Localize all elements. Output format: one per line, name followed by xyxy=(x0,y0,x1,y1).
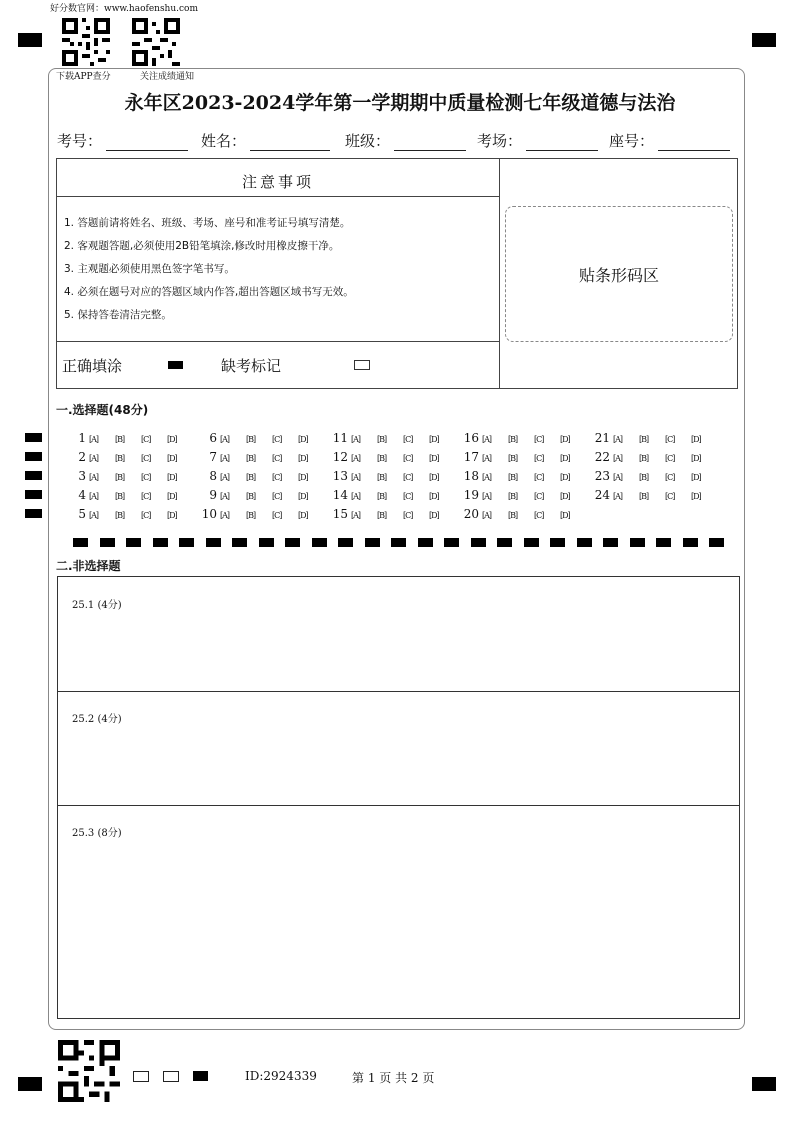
qr-caption-app: 下载APP查分 xyxy=(56,72,111,82)
notice-item: 4. 必须在题号对应的答题区域内作答,超出答题区域书写无效。 xyxy=(64,286,354,298)
choice-question xyxy=(62,450,193,464)
question-number: 20 xyxy=(463,507,479,521)
field-label: 考号： xyxy=(57,132,103,150)
answer-bubble[interactable]: [D] xyxy=(691,435,701,444)
question-number: 16 xyxy=(463,431,479,445)
answer-bubble[interactable]: [A] xyxy=(482,511,492,520)
field-line[interactable] xyxy=(106,134,188,151)
answer-bubble[interactable]: [B] xyxy=(377,511,387,520)
answer-bubble[interactable]: [A] xyxy=(89,454,99,463)
timing-mark xyxy=(25,471,42,480)
answer-bubble[interactable]: [A] xyxy=(89,473,99,482)
choice-question xyxy=(324,450,455,464)
timing-mark xyxy=(25,490,42,499)
answer-area-25-2[interactable] xyxy=(57,691,740,806)
notice-divider xyxy=(56,341,500,342)
choice-question xyxy=(455,507,586,521)
timing-dash xyxy=(444,538,459,547)
answer-bubble[interactable]: [B] xyxy=(377,492,387,501)
answer-bubble[interactable]: [A] xyxy=(220,511,230,520)
qr-caption-notice: 关注成绩通知 xyxy=(140,72,195,82)
sheet-id: ID:2924339 xyxy=(245,1069,317,1083)
choice-question xyxy=(455,469,586,483)
choice-question xyxy=(324,431,455,445)
qr-code-footer xyxy=(58,1040,120,1102)
question-label: 25.1 (4分) xyxy=(72,600,122,611)
answer-bubble[interactable]: [A] xyxy=(351,511,361,520)
answer-bubble[interactable]: [C] xyxy=(403,435,413,444)
answer-bubble[interactable]: [A] xyxy=(613,435,623,444)
answer-bubble[interactable]: [C] xyxy=(141,511,151,520)
answer-bubble[interactable]: [B] xyxy=(115,435,125,444)
answer-bubble[interactable]: [A] xyxy=(89,511,99,520)
answer-bubble[interactable]: [B] xyxy=(639,473,649,482)
field-label: 座号： xyxy=(609,132,655,150)
answer-bubble[interactable]: [B] xyxy=(639,492,649,501)
timing-dash xyxy=(391,538,406,547)
question-number: 13 xyxy=(332,469,348,483)
notice-item: 3. 主观题必须使用黑色签字笔书写。 xyxy=(64,263,235,275)
answer-bubble[interactable]: [A] xyxy=(220,492,230,501)
question-number: 8 xyxy=(209,469,217,483)
answer-bubble[interactable]: [D] xyxy=(298,473,308,482)
corner-mark xyxy=(752,1077,776,1091)
answer-bubble[interactable]: [D] xyxy=(691,492,701,501)
answer-bubble[interactable]: [C] xyxy=(534,435,544,444)
answer-bubble[interactable]: [D] xyxy=(298,492,308,501)
corner-mark xyxy=(752,33,776,47)
answer-bubble[interactable]: [B] xyxy=(508,454,518,463)
answer-bubble[interactable]: [C] xyxy=(141,492,151,501)
answer-bubble[interactable]: [B] xyxy=(639,454,649,463)
answer-bubble[interactable]: [B] xyxy=(377,454,387,463)
page-number: 第 1 页 共 2 页 xyxy=(352,1071,435,1085)
answer-bubble[interactable]: [D] xyxy=(298,511,308,520)
timing-dash xyxy=(259,538,274,547)
timing-dash xyxy=(577,538,592,547)
answer-area-25-3[interactable] xyxy=(57,805,740,1019)
field-line[interactable] xyxy=(394,134,466,151)
answer-bubble[interactable]: [C] xyxy=(141,473,151,482)
timing-dash xyxy=(471,538,486,547)
notice-item: 1. 答题前请将姓名、班级、考场、座号和准考证号填写清楚。 xyxy=(64,217,351,229)
question-number: 23 xyxy=(594,469,610,483)
choice-question xyxy=(324,469,455,483)
question-number: 7 xyxy=(209,450,217,464)
answer-bubble[interactable]: [B] xyxy=(508,435,518,444)
choice-question xyxy=(586,488,717,502)
timing-dash xyxy=(365,538,380,547)
answer-bubble[interactable]: [D] xyxy=(167,435,177,444)
barcode-area: 贴条形码区 xyxy=(505,206,733,342)
timing-dash xyxy=(285,538,300,547)
choice-question xyxy=(586,431,717,445)
question-number: 19 xyxy=(463,488,479,502)
choice-question xyxy=(193,469,324,483)
page-marker-filled xyxy=(193,1071,208,1081)
timing-dash xyxy=(603,538,618,547)
question-number: 18 xyxy=(463,469,479,483)
timing-dash xyxy=(418,538,433,547)
timing-dash xyxy=(126,538,141,547)
timing-dash xyxy=(524,538,539,547)
answer-bubble[interactable]: [A] xyxy=(351,492,361,501)
answer-bubble[interactable]: [A] xyxy=(482,435,492,444)
answer-bubble[interactable]: [A] xyxy=(220,435,230,444)
choice-question xyxy=(324,507,455,521)
question-number: 17 xyxy=(463,450,479,464)
question-number: 15 xyxy=(332,507,348,521)
absent-mark-checkbox[interactable] xyxy=(354,360,370,370)
answer-bubble[interactable]: [A] xyxy=(613,492,623,501)
choice-question xyxy=(193,507,324,521)
answer-bubble[interactable]: [C] xyxy=(272,511,282,520)
section-choice-title: 一.选择题(48分) xyxy=(56,403,149,417)
answer-bubble[interactable]: [D] xyxy=(429,473,439,482)
field-line[interactable] xyxy=(526,134,598,151)
timing-dash xyxy=(232,538,247,547)
answer-bubble[interactable]: [A] xyxy=(613,473,623,482)
corner-mark xyxy=(18,33,42,47)
answer-bubble[interactable]: [C] xyxy=(665,454,675,463)
answer-bubble[interactable]: [D] xyxy=(429,435,439,444)
answer-bubble[interactable]: [C] xyxy=(665,473,675,482)
answer-bubble[interactable]: [A] xyxy=(220,473,230,482)
timing-dash xyxy=(179,538,194,547)
field-label: 考场： xyxy=(477,132,523,150)
notice-list xyxy=(64,215,354,330)
answer-bubble[interactable]: [D] xyxy=(298,454,308,463)
notice-heading: 注意事项 xyxy=(241,173,314,191)
answer-bubble[interactable]: [D] xyxy=(691,473,701,482)
answer-bubble[interactable]: [C] xyxy=(272,492,282,501)
answer-bubble[interactable]: [C] xyxy=(534,492,544,501)
section-open-title: 二.非选择题 xyxy=(56,559,121,573)
answer-bubble[interactable]: [D] xyxy=(560,511,570,520)
answer-bubble[interactable]: [B] xyxy=(639,435,649,444)
answer-bubble[interactable]: [A] xyxy=(89,435,99,444)
choice-question xyxy=(193,488,324,502)
choice-question xyxy=(193,450,324,464)
choice-question xyxy=(455,431,586,445)
timing-mark xyxy=(25,433,42,442)
correct-fill-label: 正确填涂 xyxy=(62,357,123,375)
notice-item: 5. 保持答卷清洁完整。 xyxy=(64,309,172,321)
answer-bubble[interactable]: [B] xyxy=(508,473,518,482)
choice-question xyxy=(324,488,455,502)
page-marker-empty xyxy=(163,1071,179,1082)
answer-bubble[interactable]: [D] xyxy=(691,454,701,463)
timing-dash xyxy=(73,538,88,547)
choice-question xyxy=(455,488,586,502)
answer-bubble[interactable]: [C] xyxy=(403,492,413,501)
answer-bubble[interactable]: [A] xyxy=(89,492,99,501)
choice-question xyxy=(586,450,717,464)
notice-divider xyxy=(56,196,500,197)
question-number: 12 xyxy=(332,450,348,464)
choice-question xyxy=(193,431,324,445)
question-number: 24 xyxy=(594,488,610,502)
field-name[interactable] xyxy=(201,130,330,151)
choice-question xyxy=(62,488,193,502)
answer-bubble[interactable]: [C] xyxy=(534,511,544,520)
answer-bubble[interactable]: [A] xyxy=(351,473,361,482)
answer-bubble[interactable]: [A] xyxy=(220,454,230,463)
field-label: 班级： xyxy=(345,132,391,150)
question-number: 21 xyxy=(594,431,610,445)
page-marker-empty xyxy=(133,1071,149,1082)
timing-dash xyxy=(709,538,724,547)
answer-bubble[interactable]: [B] xyxy=(246,492,256,501)
timing-dash xyxy=(683,538,698,547)
answer-bubble[interactable]: [C] xyxy=(403,511,413,520)
timing-dash xyxy=(656,538,671,547)
page-title: 永年区2023-2024学年第一学期期中质量检测七年级道德与法治 xyxy=(124,92,676,114)
site-url: 好分数官网：www.haofenshu.com xyxy=(50,4,199,14)
field-exam-number[interactable] xyxy=(57,130,188,151)
qr-code-app xyxy=(62,18,110,66)
field-label: 姓名： xyxy=(201,132,247,150)
field-seat-number[interactable] xyxy=(609,130,730,151)
answer-bubble[interactable]: [C] xyxy=(272,435,282,444)
choice-question xyxy=(62,507,193,521)
answer-bubble[interactable]: [C] xyxy=(272,454,282,463)
answer-bubble[interactable]: [A] xyxy=(482,492,492,501)
answer-bubble[interactable]: [B] xyxy=(115,473,125,482)
choice-question xyxy=(586,469,717,483)
question-number: 10 xyxy=(201,507,217,521)
field-exam-room[interactable] xyxy=(477,130,598,151)
answer-bubble[interactable]: [B] xyxy=(246,435,256,444)
answer-bubble[interactable]: [D] xyxy=(167,454,177,463)
answer-bubble[interactable]: [B] xyxy=(246,454,256,463)
answer-bubble[interactable]: [B] xyxy=(508,511,518,520)
timing-dash xyxy=(497,538,512,547)
answer-bubble[interactable]: [C] xyxy=(534,454,544,463)
question-number: 11 xyxy=(332,431,348,445)
answer-bubble[interactable]: [D] xyxy=(167,511,177,520)
corner-mark xyxy=(18,1077,42,1091)
timing-dash xyxy=(312,538,327,547)
answer-bubble[interactable]: [B] xyxy=(377,473,387,482)
timing-dash xyxy=(153,538,168,547)
answer-bubble[interactable]: [B] xyxy=(115,454,125,463)
timing-dash xyxy=(630,538,645,547)
timing-dash xyxy=(206,538,221,547)
notice-divider-vertical xyxy=(499,158,500,389)
answer-bubble[interactable]: [B] xyxy=(508,492,518,501)
timing-mark xyxy=(25,509,42,518)
question-label: 25.3 (8分) xyxy=(72,828,122,839)
answer-bubble[interactable]: [D] xyxy=(429,454,439,463)
answer-bubble[interactable]: [D] xyxy=(167,473,177,482)
question-number: 14 xyxy=(332,488,348,502)
correct-fill-sample xyxy=(168,361,183,369)
answer-bubble[interactable]: [D] xyxy=(429,511,439,520)
absent-mark-label: 缺考标记 xyxy=(221,357,282,375)
answer-bubble[interactable]: [A] xyxy=(613,454,623,463)
answer-bubble[interactable]: [C] xyxy=(534,473,544,482)
answer-bubble[interactable]: [C] xyxy=(272,473,282,482)
answer-bubble[interactable]: [B] xyxy=(377,435,387,444)
qr-code-notice xyxy=(132,18,180,66)
answer-bubble[interactable]: [D] xyxy=(298,435,308,444)
question-number: 9 xyxy=(209,488,217,502)
answer-bubble[interactable]: [B] xyxy=(115,492,125,501)
field-line[interactable] xyxy=(250,134,330,151)
answer-bubble[interactable]: [C] xyxy=(141,435,151,444)
question-number: 2 xyxy=(78,450,86,464)
choice-question xyxy=(455,450,586,464)
answer-bubble[interactable]: [A] xyxy=(482,454,492,463)
question-number: 6 xyxy=(209,431,217,445)
answer-bubble[interactable]: [A] xyxy=(482,473,492,482)
timing-dash xyxy=(100,538,115,547)
timing-dash xyxy=(550,538,565,547)
question-number: 1 xyxy=(78,431,86,445)
question-label: 25.2 (4分) xyxy=(72,714,122,725)
field-line[interactable] xyxy=(658,134,730,151)
answer-bubble[interactable]: [C] xyxy=(665,492,675,501)
answer-bubble[interactable]: [D] xyxy=(560,435,570,444)
choice-question xyxy=(62,431,193,445)
field-class[interactable] xyxy=(345,130,466,151)
notice-item: 2. 客观题答题,必须使用2B铅笔填涂,修改时用橡皮擦干净。 xyxy=(64,240,340,252)
question-number: 3 xyxy=(78,469,86,483)
answer-bubble[interactable]: [A] xyxy=(351,435,361,444)
answer-bubble[interactable]: [C] xyxy=(403,454,413,463)
timing-mark xyxy=(25,452,42,461)
answer-bubble[interactable]: [D] xyxy=(560,473,570,482)
answer-bubble[interactable]: [A] xyxy=(351,454,361,463)
answer-bubble[interactable]: [D] xyxy=(429,492,439,501)
answer-bubble[interactable]: [D] xyxy=(560,492,570,501)
choice-question xyxy=(62,469,193,483)
answer-bubble[interactable]: [B] xyxy=(246,511,256,520)
answer-bubble[interactable]: [D] xyxy=(167,492,177,501)
answer-bubble[interactable]: [C] xyxy=(665,435,675,444)
question-number: 5 xyxy=(78,507,86,521)
question-number: 4 xyxy=(78,488,86,502)
answer-bubble[interactable]: [C] xyxy=(141,454,151,463)
answer-bubble[interactable]: [B] xyxy=(246,473,256,482)
timing-dash xyxy=(338,538,353,547)
answer-bubble[interactable]: [C] xyxy=(403,473,413,482)
answer-area-25-1[interactable] xyxy=(57,576,740,692)
answer-bubble[interactable]: [B] xyxy=(115,511,125,520)
question-number: 22 xyxy=(594,450,610,464)
answer-bubble[interactable]: [D] xyxy=(560,454,570,463)
